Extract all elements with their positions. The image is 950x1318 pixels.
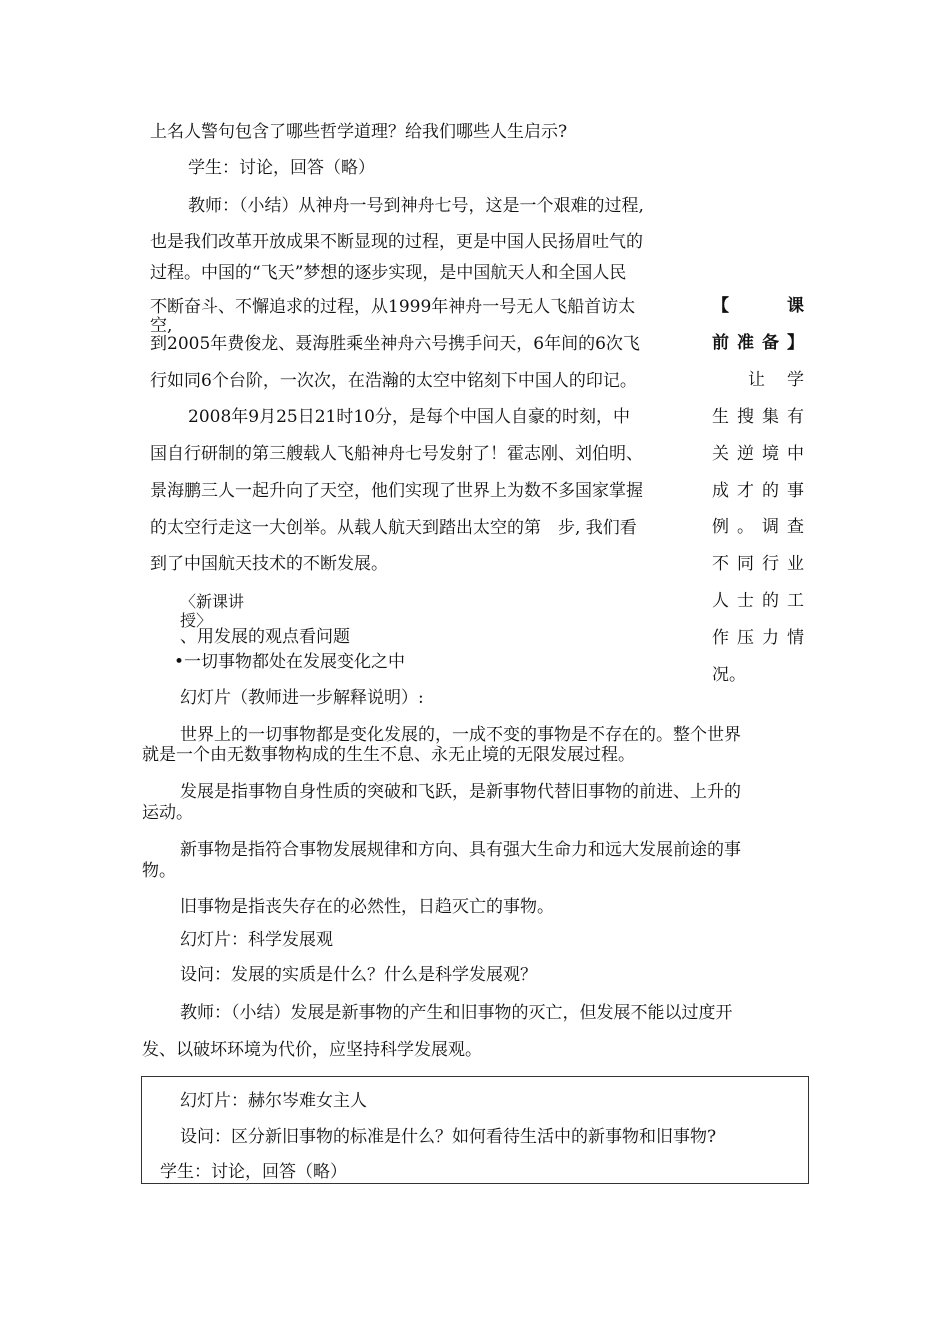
text-line: 教师：（小结）从神舟一号到神舟七号，这是一个艰难的过程, — [188, 196, 644, 216]
text-line: 新事物是指符合事物发展规律和方向、具有强大生命力和远大发展前途的事 — [180, 840, 741, 860]
sidebar-line: 成才的事 — [712, 481, 804, 501]
text-line: 到了中国航天技术的不断发展。 — [150, 554, 388, 574]
text-line: 学生：讨论，回答（略） — [188, 158, 375, 178]
text-line: 上名人警句包含了哪些哲学道理？给我们哪些人生启示? — [150, 122, 568, 142]
text-line: 世界上的一切事物都是变化发展的，一成不变的事物是不存在的。整个世界 — [180, 725, 741, 745]
sidebar-line: 生搜集有 — [712, 407, 804, 427]
box-line: 设问：区分新旧事物的标准是什么？如何看待生活中的新事物和旧事物? — [180, 1127, 717, 1147]
sidebar-line: 人士的工 — [712, 591, 804, 611]
text-line: 国自行研制的第三艘载人飞船神舟七号发射了！霍志刚、刘伯明、 — [150, 444, 643, 464]
text-line: 幻灯片（教师进一步解释说明）: — [180, 688, 424, 708]
sidebar-line: 让学 — [748, 370, 804, 390]
section-heading: 、用发展的观点看问题 — [180, 627, 350, 647]
text-line: 发、以破坏环境为代价，应坚持科学发展观。 — [142, 1040, 482, 1060]
text-line: 旧事物是指丧失存在的必然性，日趋灭亡的事物。 — [180, 897, 554, 917]
text-line: 到2005年费俊龙、聂海胜乘坐神舟六号携手问天，6年间的6次飞 — [150, 334, 640, 354]
text-line: 物。 — [142, 861, 176, 881]
text-line: 不断奋斗、不懈追求的过程，从1999年神舟一号无人飞船首访太 — [150, 297, 636, 317]
sidebar-line: 关逆境中 — [712, 444, 804, 464]
text-line: 就是一个由无数事物构成的生生不息、永无止境的无限发展过程。 — [142, 745, 635, 765]
text-line: 幻灯片：科学发展观 — [180, 930, 333, 950]
text-line: 空, — [150, 316, 173, 336]
text-line: 运动。 — [142, 803, 193, 823]
section-label: 〈新课讲 — [180, 592, 245, 611]
text-line: 也是我们改革开放成果不断显现的过程，更是中国人民扬眉吐气的 — [150, 232, 643, 252]
text-line: 设问：发展的实质是什么？什么是科学发展观？ — [180, 965, 537, 985]
text-line: 行如同6个台阶，一次次，在浩瀚的太空中铭刻下中国人的印记。 — [150, 371, 637, 391]
text-line: 的太空行走这一大创举。从载人航天到踏出太空的第 步, 我们看 — [150, 518, 637, 538]
text-line: 景海鹏三人一起升向了天空，他们实现了世界上为数不多国家掌握 — [150, 481, 643, 501]
text-line: 教师：（小结）发展是新事物的产生和旧事物的灭亡，但发展不能以过度开 — [180, 1003, 733, 1023]
box-line: 幻灯片：赫尔岑难女主人 — [180, 1091, 367, 1111]
sidebar-line: 不同行业 — [712, 554, 804, 574]
text-line: 过程。中国的“飞天”梦想的逐步实现，是中国航天人和全国人民 — [150, 263, 627, 283]
sidebar-line: 例。调查 — [712, 517, 804, 537]
text-line: 2008年9月25日21时10分，是每个中国人自豪的时刻，中 — [188, 407, 630, 427]
sidebar-line: 前准备】 — [712, 333, 804, 353]
sidebar-line: 【课 — [712, 296, 804, 316]
section-subheading: •一切事物都处在发展变化之中 — [174, 652, 406, 672]
section-label: 授〉 — [180, 611, 213, 630]
text-line: 发展是指事物自身性质的突破和飞跃，是新事物代替旧事物的前进、上升的 — [180, 782, 741, 802]
box-line: 学生：讨论，回答（略） — [160, 1162, 347, 1182]
sidebar-line: 况。 — [712, 665, 746, 685]
slide-box — [141, 1076, 809, 1184]
sidebar-line: 作压力情 — [712, 628, 804, 648]
